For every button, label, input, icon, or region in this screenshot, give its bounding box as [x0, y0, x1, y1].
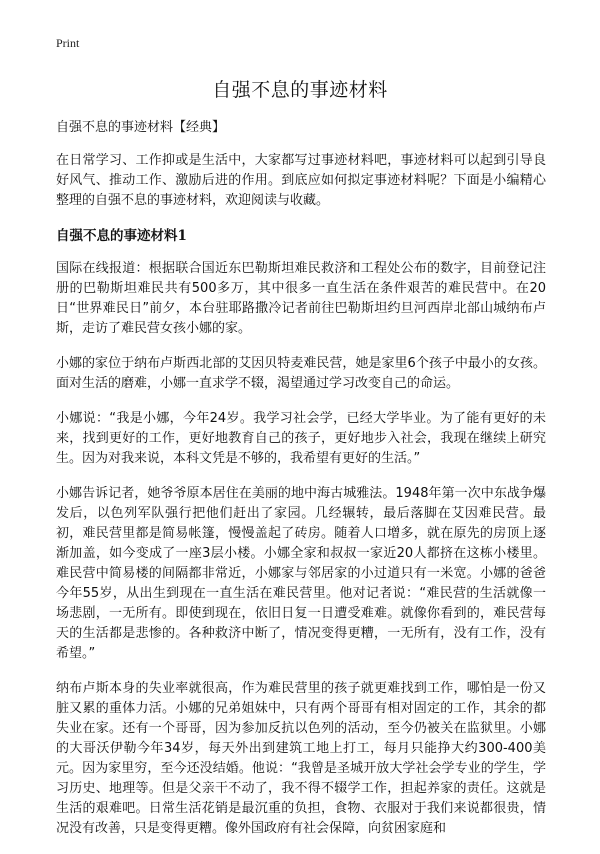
article-subtitle: 自强不息的事迹材料【经典】	[56, 120, 226, 135]
intro-paragraph: 在日常学习、工作抑或是生活中，大家都写过事迹材料吧，事迹材料可以起到引导良好风气、推动工作、激励后进的作用。到底应如何拟定事迹材料呢？下面是小编精心整理的自强不息的事迹材料，欢迎阅读与收藏。	[56, 153, 546, 208]
article-body	[56, 118, 546, 854]
body-paragraph-2: 小娜的家位于纳布卢斯西北部的艾因贝特麦难民营，她是家里6个孩子中最小的女孩。面对生活的磨难，小娜一直求学不辍，渴望通过学习改变自己的命运。	[56, 356, 546, 391]
print-link[interactable]: Print	[56, 36, 80, 50]
body-paragraph-1: 国际在线报道：根据联合国近东巴勒斯坦难民救济和工程处公布的数字，目前登记注册的巴勒斯坦难民共有500多万，其中很多一直生活在条件艰苦的难民营中。在20日“世界难民日”前夕，本台驻耶路撒冷记者前往巴勒斯坦约旦河西岸北部山城纳布卢斯，走访了难民营女孩小娜的家。	[56, 261, 546, 336]
body-paragraph-3: 小娜说：“我是小娜，今年24岁。我学习社会学，已经大学毕业。为了能有更好的未来，找到更好的工作，更好地教育自己的孩子，更好地步入社会，我现在继续上研究生。因为对我来说，本科文凭是不够的，我希望有更好的生活。”	[56, 411, 546, 466]
page-title: 自强不息的事迹材料	[212, 79, 388, 101]
body-paragraph-5: 纳布卢斯本身的失业率就很高，作为难民营里的孩子就更难找到工作，哪怕是一份又脏又累的重体力活。小娜的兄弟姐妹中，只有两个哥哥有相对固定的工作，其余的都失业在家。还有一个哥哥，因为参加反抗以色列的活动，至今仍被关在监狱里。小娜的大哥沃伊勒今年34岁，每天外出到建筑工地上打工，每月只能挣大约300-400美元。因为家里穷，至今还没结婚。他说：“我曾是圣城开放大学社会学专业的学生，学习历史、地理等。但是父亲干不动了，我不得不辍学工作，担起养家的责任。这就是生活的艰难吧。日常生活花销是最沉重的负担，食物、衣服对于我们来说都很贵，情况没有改善，只是变得更糟。像外国政府有社会保障，向贫困家庭和	[56, 681, 546, 836]
section-heading: 自强不息的事迹材料1	[56, 228, 187, 244]
body-paragraph-4: 小娜告诉记者，她爷爷原本居住在美丽的地中海古城雅法。1948年第一次中东战争爆发后，以色列军队强行把他们赶出了家园。几经辗转，最后落脚在艾因难民营。最初，难民营里都是简易帐篷，慢慢盖起了砖房。随着人口增多，就在原先的房顶上逐渐加盖，如今变成了一座3层小楼。小娜全家和叔叔一家近20人都挤在这栋小楼里。难民营中简易楼的间隔都非常近，小娜家与邻居家的小过道只有一米宽。小娜的爸爸今年55岁，从出生到现在一直生活在难民营里。他对记者说：“难民营的生活就像一场悲剧，一无所有。即使到现在，依旧日复一日遭受难难。就像你看到的，难民营每天的生活都是悲惨的。各种救济中断了，情况变得更糟，一无所有，没有工作，没有希望。”	[56, 486, 546, 661]
